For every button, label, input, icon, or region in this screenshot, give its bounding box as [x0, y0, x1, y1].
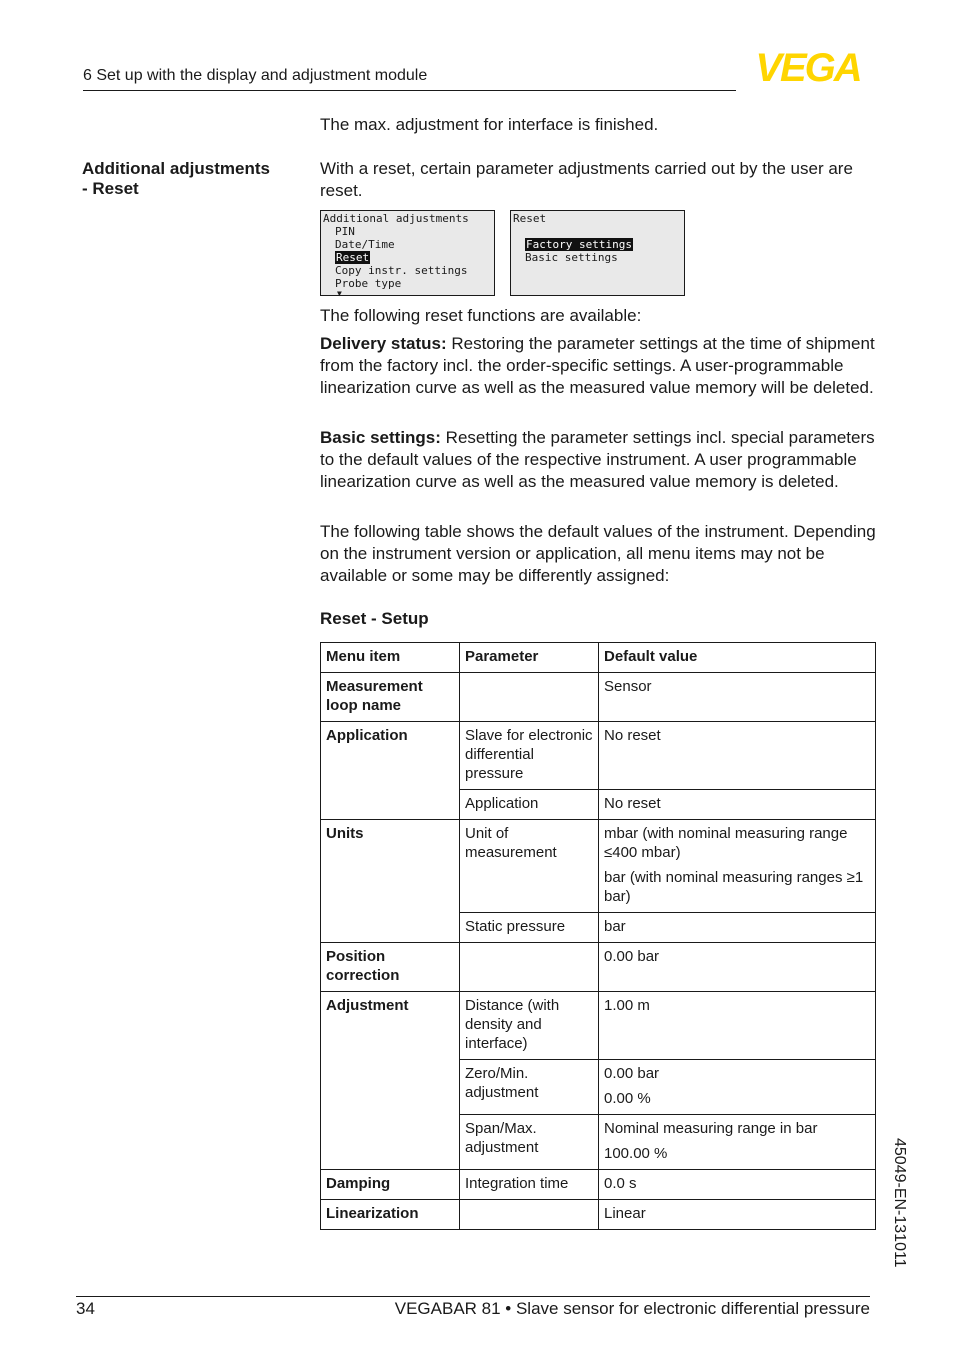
intro-text: The max. adjustment for interface is finished.	[320, 115, 659, 134]
lcd-title: Reset	[513, 212, 547, 225]
table-row	[321, 1200, 876, 1230]
reset-setup-table	[320, 642, 876, 1230]
section-title: 6 Set up with the display and adjustment module	[83, 67, 428, 84]
functions-intro: The following reset functions are available:	[320, 306, 642, 325]
basic-settings-paragraph	[320, 427, 876, 493]
cell-default-value: No reset	[599, 722, 876, 790]
basic-text: Resetting the parameter settings incl. special parameters to the default values of the respective instrument. A user programmable linearization curve as well as the measured value memory is deleted.	[320, 428, 875, 491]
table-row	[321, 673, 876, 722]
header-default-value: Default value	[599, 643, 876, 673]
cell-menu-item: Application	[321, 722, 460, 820]
cell-parameter: Application	[460, 790, 599, 820]
lcd-item-reset-selected: Reset	[336, 251, 370, 264]
lcd-item-pin: PIN	[335, 225, 355, 238]
cell-parameter	[460, 1200, 599, 1230]
footer-rule	[76, 1296, 870, 1297]
value-line: mbar (with nominal measuring range ≤400 mbar)	[604, 825, 848, 861]
cell-parameter	[460, 673, 599, 722]
vega-logo-text: VEGA	[755, 50, 861, 84]
cell-default-value: 0.0 s	[599, 1170, 876, 1200]
cell-menu-item: Measurement loop name	[321, 673, 460, 722]
cell-parameter: Static pressure	[460, 913, 599, 943]
delivery-text: Restoring the parameter settings at the time of shipment from the factory incl. the order-specific settings. A user-programmable linearization curve as well as the measured value memory will be deleted.	[320, 334, 875, 397]
reset-intro: With a reset, certain parameter adjustments carried out by the user are reset.	[320, 159, 853, 200]
table-row	[321, 943, 876, 992]
scroll-down-icon: ▼	[337, 289, 342, 298]
table-intro: The following table shows the default values of the instrument. Depending on the instrument version or application, all menu items may not be available or some may be differently assigned:	[320, 522, 876, 585]
cell-default-value: Sensor	[599, 673, 876, 722]
value-line: bar (with nominal measuring ranges ≥1 bar)	[604, 869, 864, 905]
basic-label: Basic settings:	[320, 428, 441, 447]
value-line: 0.00 bar	[604, 1065, 660, 1082]
lcd-title: Additional adjustments	[323, 212, 469, 225]
header-menu-item: Menu item	[321, 643, 460, 673]
value-line: 0.00 %	[604, 1090, 651, 1107]
cell-parameter: Distance (with density and interface)	[460, 992, 599, 1060]
value-line: 100.00 %	[604, 1145, 668, 1162]
cell-parameter	[460, 943, 599, 992]
cell-parameter: Slave for electronic differential pressure	[460, 722, 599, 790]
lcd-additional-adjustments	[320, 210, 495, 296]
cell-default-value: Linear	[599, 1200, 876, 1230]
delivery-label: Delivery status:	[320, 334, 447, 353]
cell-parameter: Integration time	[460, 1170, 599, 1200]
cell-menu-item: Linearization	[321, 1200, 460, 1230]
cell-default-value: bar	[599, 913, 876, 943]
lcd-item-factory-settings-selected: Factory settings	[526, 238, 632, 251]
lcd-item-probe-type: Probe type	[335, 277, 402, 290]
cell-default-value	[599, 820, 876, 913]
cell-parameter: Span/Max. adjustment	[460, 1115, 599, 1170]
value-line: Nominal measuring range in bar	[604, 1120, 818, 1137]
cell-default-value: 0.00 bar	[599, 943, 876, 992]
cell-menu-item: Position correction	[321, 943, 460, 992]
table-row	[321, 820, 876, 913]
side-heading	[82, 159, 302, 199]
cell-default-value: 1.00 m	[599, 992, 876, 1060]
cell-menu-item: Adjustment	[321, 992, 460, 1170]
side-heading-line2: - Reset	[82, 179, 139, 198]
table-row	[321, 1170, 876, 1200]
header-rule	[83, 90, 736, 91]
lcd-item-copy-settings: Copy instr. settings	[335, 264, 468, 277]
cell-default-value: No reset	[599, 790, 876, 820]
cell-default-value	[599, 1115, 876, 1170]
table-title: Reset - Setup	[320, 609, 429, 628]
cell-parameter: Unit of measurement	[460, 820, 599, 913]
cell-menu-item: Damping	[321, 1170, 460, 1200]
side-heading-line1: Additional adjustments	[82, 159, 270, 178]
header-parameter: Parameter	[460, 643, 599, 673]
footer-title: VEGABAR 81 • Slave sensor for electronic differential pressure	[394, 1299, 870, 1318]
lcd-reset	[510, 210, 685, 296]
cell-menu-item: Units	[321, 820, 460, 943]
document-code: 45049-EN-131011	[891, 1138, 908, 1268]
delivery-status-paragraph	[320, 333, 876, 399]
page-number: 34	[76, 1299, 95, 1318]
cell-parameter: Zero/Min. adjustment	[460, 1060, 599, 1115]
cell-default-value	[599, 1060, 876, 1115]
lcd-item-date-time: Date/Time	[335, 238, 395, 251]
table-header-row	[321, 643, 876, 673]
table-row	[321, 992, 876, 1060]
table-row	[321, 722, 876, 790]
vega-logo	[742, 50, 874, 84]
lcd-item-basic-settings: Basic settings	[525, 251, 618, 264]
